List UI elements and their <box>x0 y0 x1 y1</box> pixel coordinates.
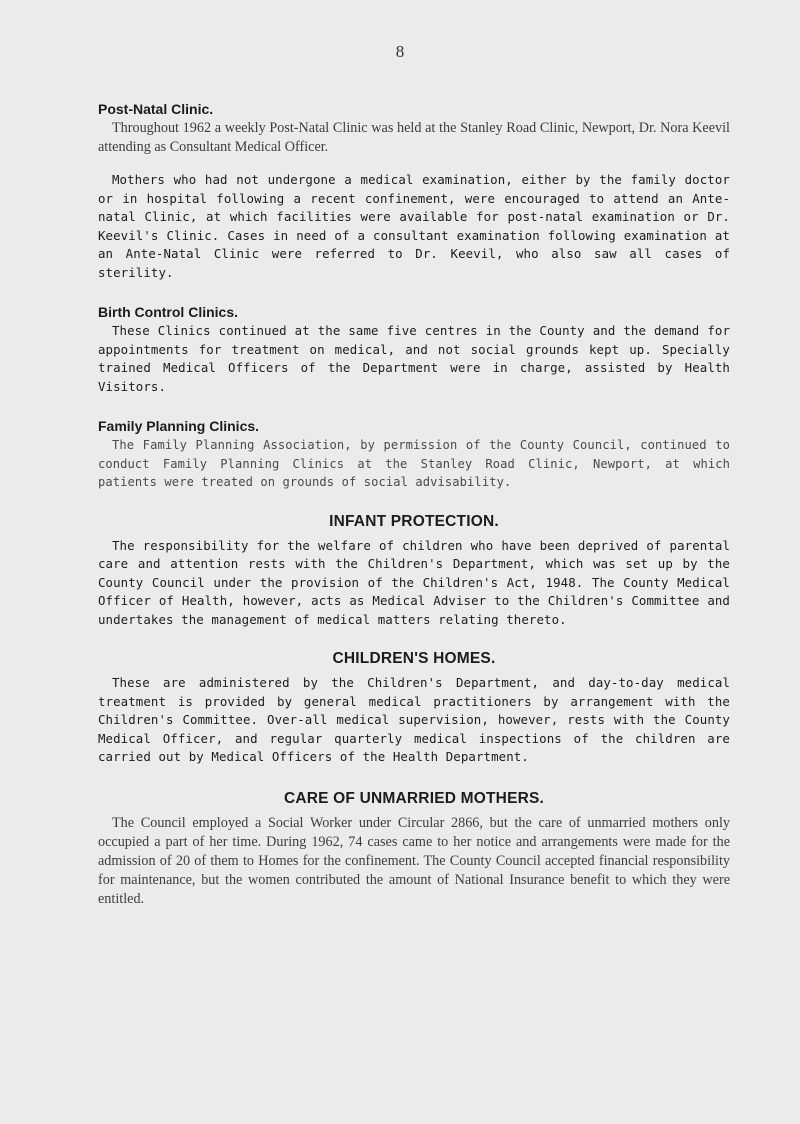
paragraph: These are administered by the Children's Department, and day-to-day medical treatment is provided by general medical practitioners by arrangement with the Children's Committee. Over-all medical supervision, however, rests with the County Medical Officer, and regular quarterly medical inspections of the children are carried out by Medical Officers of the Health Department. <box>98 675 730 764</box>
infant-protection-section <box>98 512 730 630</box>
unmarried-mothers-section <box>98 789 730 909</box>
paragraph: These Clinics continued at the same five centres in the County and the demand for appointments for treatment on medical, and not social grounds kept up. Specially trained Medical Officers of the Department were in charge, assisted by Health Visitors. <box>98 323 730 394</box>
document-body <box>98 100 730 909</box>
section-heading: INFANT PROTECTION. <box>329 512 499 530</box>
section-heading: CHILDREN'S HOMES. <box>332 650 496 667</box>
section-heading: Family Planning Clinics. <box>98 418 260 434</box>
page-number: 8 <box>395 42 405 61</box>
paragraph: Mothers who had not undergone a medical examination, either by the family doctor or in hospital following a recent confinement, were encouraged to attend an Ante-natal Clinic, at which facilities were available for post-natal examination or Dr. Keevil's Clinic. Cases in need of a consultant examination following examination at an Ante-Natal Clinic were referred to Dr. Keevil, who also saw all cases of sterility. <box>98 172 730 280</box>
post-natal-clinic-section <box>98 100 730 282</box>
family-planning-clinics-section <box>98 417 730 492</box>
birth-control-clinics-section <box>98 303 730 396</box>
section-heading: CARE OF UNMARRIED MOTHERS. <box>283 789 545 807</box>
paragraph: The Council employed a Social Worker under Circular 2866, but the care of unmarried mothers only occupied a part of her time. During 1962, 74 cases came to her notice and arrangements were made for the admission of 20 of them to Homes for the confinement. The County Council accepted financial responsibility for maintenance, but the women contributed the amount of National Insurance benefit to which they were entitled. <box>98 814 730 907</box>
paragraph: The Family Planning Association, by permission of the County Council, continued to conduct Family Planning Clinics at the Stanley Road Clinic, Newport, at which patients were treated on grounds of social advisability. <box>98 438 730 489</box>
section-heading: Post-Natal Clinic. <box>98 101 214 117</box>
section-heading: Birth Control Clinics. <box>98 304 238 320</box>
paragraph: The responsibility for the welfare of children who have been deprived of parental care and attention rests with the Children's Department, which was set up by the County Council under the provision of the Children's Act, 1948. The County Medical Officer of Health, however, acts as Medical Adviser to the Children's Committee and undertakes the management of medical matters relating thereto. <box>98 537 730 627</box>
childrens-homes-section <box>98 649 730 767</box>
paragraph: Throughout 1962 a weekly Post-Natal Clinic was held at the Stanley Road Clinic, Newport, Dr. Nora Keevil attending as Consultant Medical Officer. <box>98 120 730 155</box>
